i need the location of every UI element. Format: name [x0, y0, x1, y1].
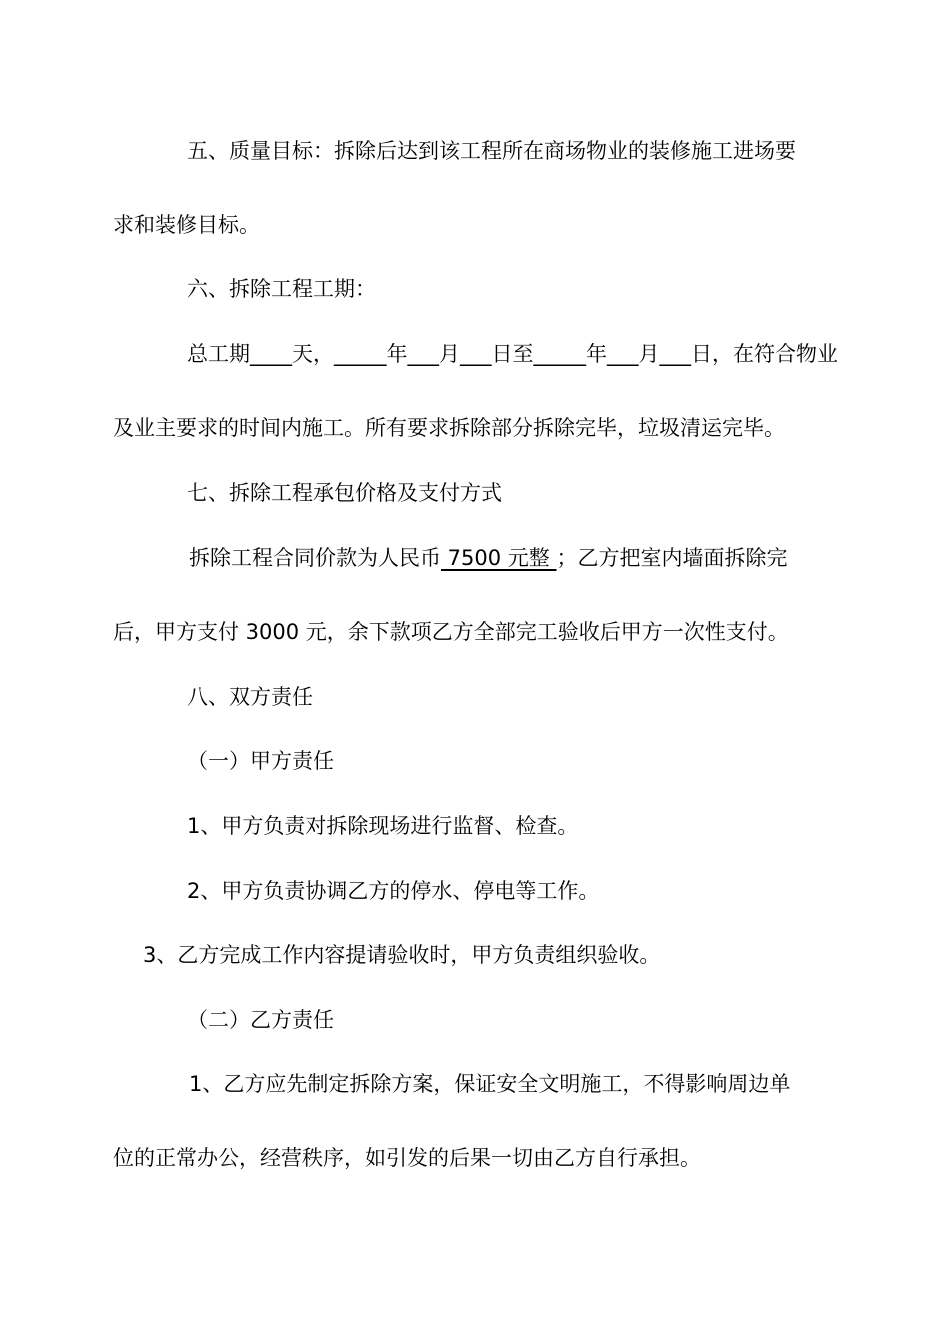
price-text-suffix: ；乙方把室内墙面拆除完: [556, 546, 788, 570]
section-6-line-1: 总工期____天，_____年___月___日至_____年___月___日，在符合物业: [187, 342, 838, 366]
section-7-line-1: [189, 543, 787, 573]
party-b-item-1-line-1: 1、乙方应先制定拆除方案，保证安全文明施工，不得影响周边单: [189, 1072, 791, 1096]
section-7-title: 七、拆除工程承包价格及支付方式: [187, 481, 502, 505]
section-7-line-2: 后，甲方支付 3000 元，余下款项乙方全部完工验收后甲方一次性支付。: [113, 620, 789, 644]
party-a-item-3: 3、乙方完成工作内容提请验收时，甲方负责组织验收。: [143, 943, 661, 967]
party-b-item-1-line-2: 位的正常办公，经营秩序，如引发的后果一切由乙方自行承担。: [113, 1146, 701, 1170]
section-8-title: 八、双方责任: [187, 685, 313, 709]
section-5-line-1: 五、质量目标：拆除后达到该工程所在商场物业的装修施工进场要: [187, 139, 796, 163]
section-6-line-2: 及业主要求的时间内施工。所有要求拆除部分拆除完毕，垃圾清运完毕。: [113, 416, 785, 440]
price-text-prefix: 拆除工程合同价款为人民币: [189, 546, 441, 570]
section-5-line-2: 求和装修目标。: [113, 213, 260, 237]
party-a-item-1: 1、甲方负责对拆除现场进行监督、检查。: [187, 814, 579, 838]
contract-amount: 7500 元整: [441, 546, 557, 570]
party-a-item-2: 2、甲方负责协调乙方的停水、停电等工作。: [187, 879, 600, 903]
party-b-title: （二）乙方责任: [187, 1008, 334, 1032]
party-a-title: （一）甲方责任: [187, 749, 334, 773]
section-6-title: 六、拆除工程工期：: [187, 277, 376, 301]
